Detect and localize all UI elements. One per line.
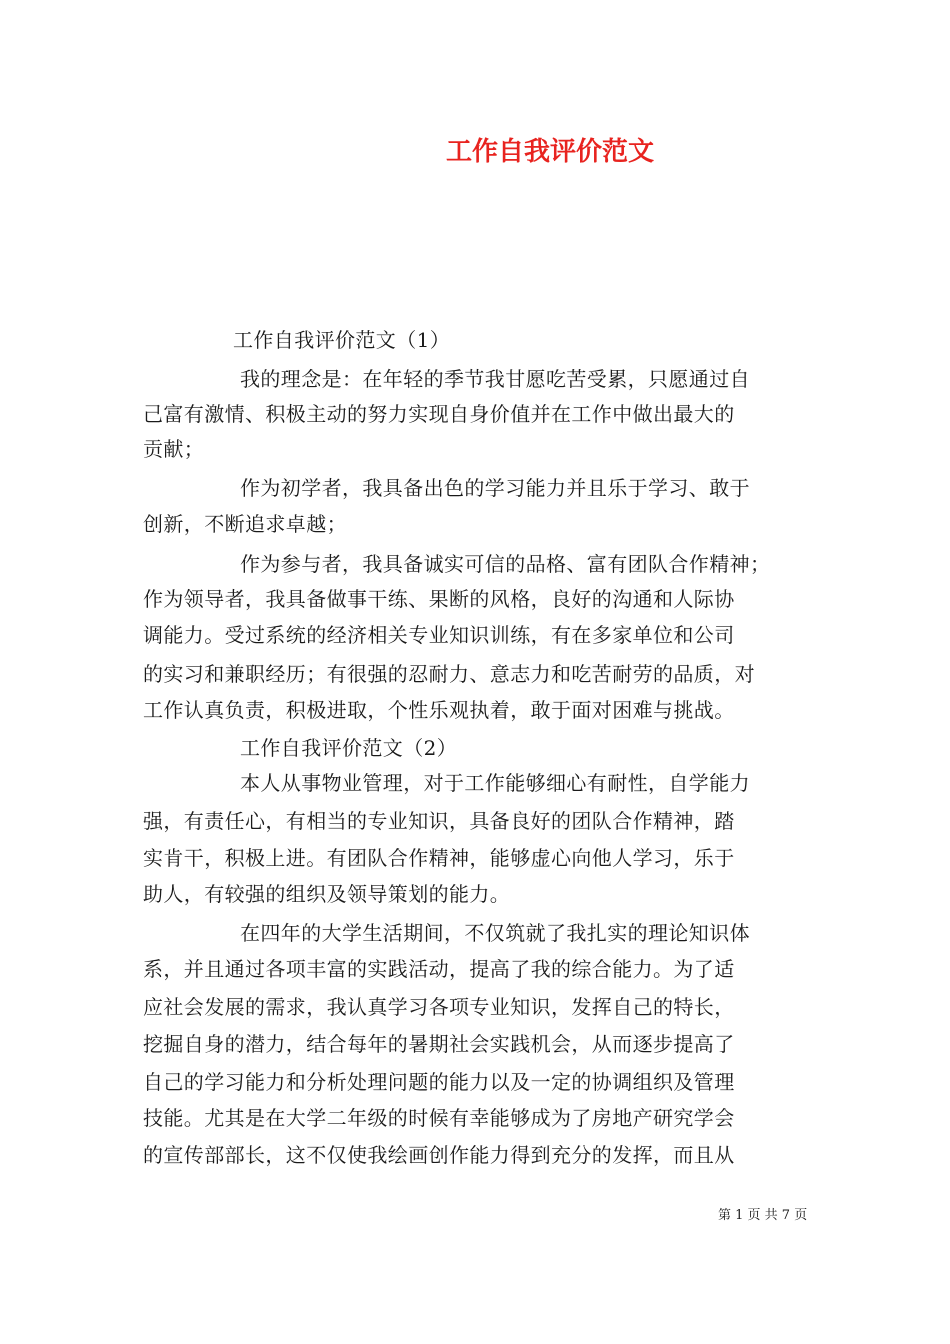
paragraph-line: 己富有激情、积极主动的努力实现自身价值并在工作中做出最大的: [143, 402, 735, 426]
section-heading-1: 工作自我评价范文（1）: [233, 328, 451, 352]
section-heading-2: 工作自我评价范文（2）: [240, 736, 458, 760]
page-footer: 第 1 页 共 7 页: [718, 1208, 808, 1223]
paragraph-line: 的实习和兼职经历；有很强的忍耐力、意志力和吃苦耐劳的品质，对: [143, 662, 755, 686]
paragraph-line: 助人，有较强的组织及领导策划的能力。: [143, 882, 511, 906]
paragraph-line: 本人从事物业管理，对于工作能够细心有耐性，自学能力: [240, 771, 750, 795]
paragraph-line: 作为初学者，我具备出色的学习能力并且乐于学习、敢于: [240, 476, 750, 500]
paragraph-line: 挖掘自身的潜力，结合每年的暑期社会实践机会，从而逐步提高了: [143, 1032, 735, 1056]
paragraph-line: 在四年的大学生活期间，不仅筑就了我扎实的理论知识体: [240, 921, 750, 945]
paragraph-line: 技能。尤其是在大学二年级的时候有幸能够成为了房地产研究学会: [143, 1106, 735, 1130]
paragraph-line: 实肯干，积极上进。有团队合作精神，能够虚心向他人学习，乐于: [143, 846, 735, 870]
paragraph-line: 调能力。受过系统的经济相关专业知识训练，有在多家单位和公司: [143, 623, 735, 647]
paragraph-line: 作为领导者，我具备做事干练、果断的风格，良好的沟通和人际协: [143, 587, 735, 611]
document-title: 工作自我评价范文: [445, 137, 654, 167]
paragraph-line: 的宣传部部长，这不仅使我绘画创作能力得到充分的发挥，而且从: [143, 1143, 735, 1167]
paragraph-line: 应社会发展的需求，我认真学习各项专业知识，发挥自己的特长，: [143, 995, 735, 1019]
paragraph-line: 强，有责任心，有相当的专业知识，具备良好的团队合作精神，踏: [143, 809, 735, 833]
paragraph-line: 作为参与者，我具备诚实可信的品格、富有团队合作精神；: [240, 552, 771, 576]
paragraph-line: 创新，不断追求卓越；: [143, 512, 347, 536]
paragraph-line: 我的理念是：在年轻的季节我甘愿吃苦受累，只愿通过自: [240, 367, 750, 391]
paragraph-line: 系，并且通过各项丰富的实践活动，提高了我的综合能力。为了适: [143, 957, 735, 981]
paragraph-line: 自己的学习能力和分析处理问题的能力以及一定的协调组织及管理: [143, 1070, 735, 1094]
paragraph-line: 工作认真负责，积极进取，个性乐观执着，敢于面对困难与挑战。: [143, 698, 735, 722]
paragraph-line: 贡献；: [143, 437, 205, 461]
